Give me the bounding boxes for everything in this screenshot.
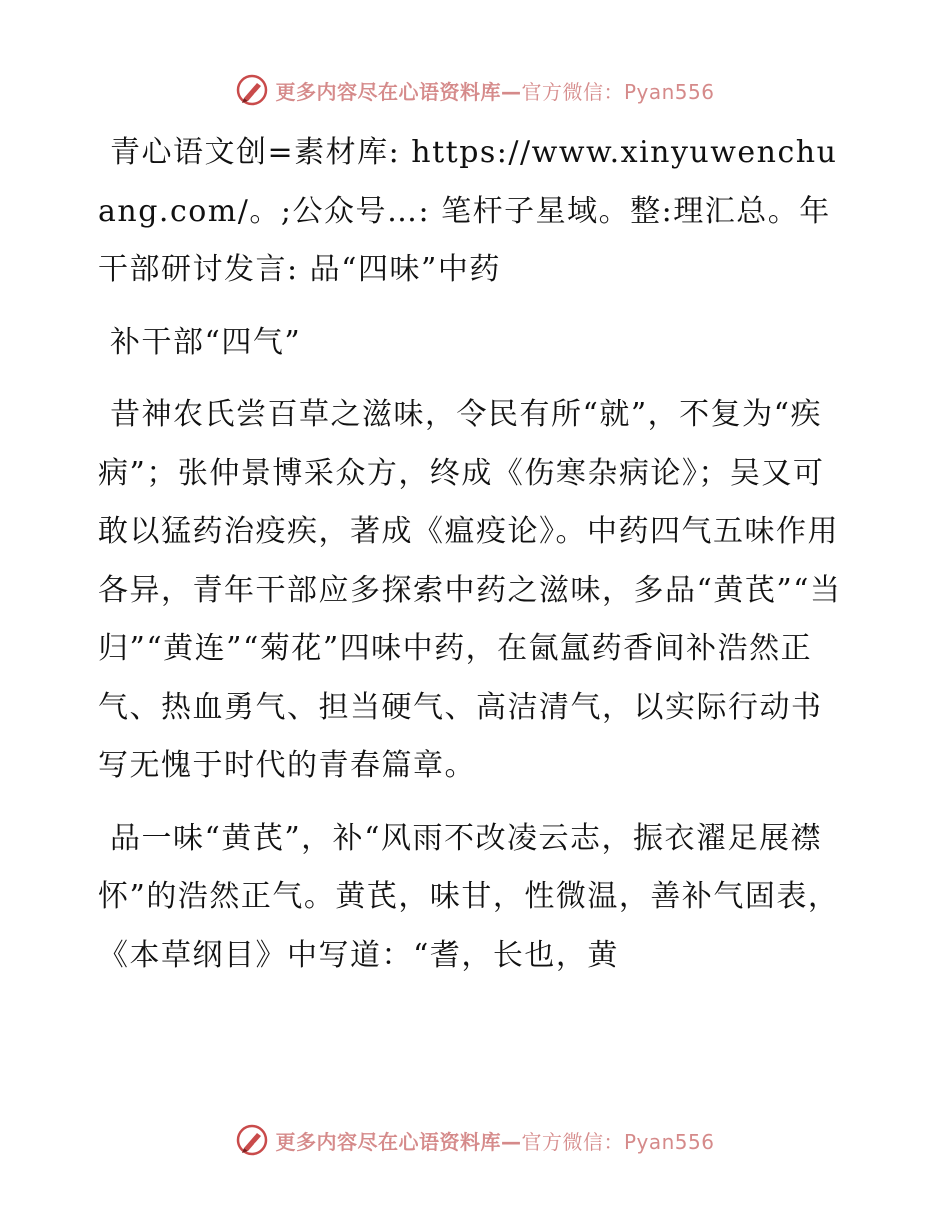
section-heading: 补干部“四气” xyxy=(110,324,302,360)
banner-dash: — xyxy=(500,79,522,104)
footer-watermark xyxy=(0,1120,950,1160)
banner-title: 更多内容尽在心语资料库 xyxy=(275,1129,501,1154)
body-paragraph: 品一味“黄芪”，补“风雨不改凌云志，振衣濯足展襟怀”的浩然正气。黄芪，味甘，性微温，善补气固表，《本草纲目》中写道：“耆，长也，黄 xyxy=(98,820,840,973)
body-paragraph: 昔神农氏尝百草之滋味，令民有所“就”，不复为“疾病”；张仲景博采众方，终成《伤寒杂病论》；吴又可敢以猛药治疫疾，著成《瘟疫论》。中药四气五味作用各异，青年干部应多探索中药之滋味，多品“黄芪”“当归”“黄连”“菊花”四味中药，在氤氲药香间补浩然正气、热血勇气、担当硬气、高洁清气，以实际行动书写无愧于时代的青春篇章。 xyxy=(98,397,842,783)
banner-title: 更多内容尽在心语资料库 xyxy=(275,79,501,104)
pen-logo-icon xyxy=(235,73,269,107)
banner-dash: — xyxy=(500,1129,522,1154)
pen-logo-icon xyxy=(235,1123,269,1157)
header-watermark xyxy=(0,70,950,110)
banner-wechat: 官方微信：Pyan556 xyxy=(521,79,715,104)
document-body xyxy=(98,124,850,999)
intro-paragraph: 青心语文创=素材库: https://www.xinyuwenchuang.com/。;公众号…: 笔杆子星域。整:理汇总。年干部研讨发言: 品“四味”中药 xyxy=(98,135,838,287)
banner-wechat: 官方微信：Pyan556 xyxy=(521,1129,715,1154)
